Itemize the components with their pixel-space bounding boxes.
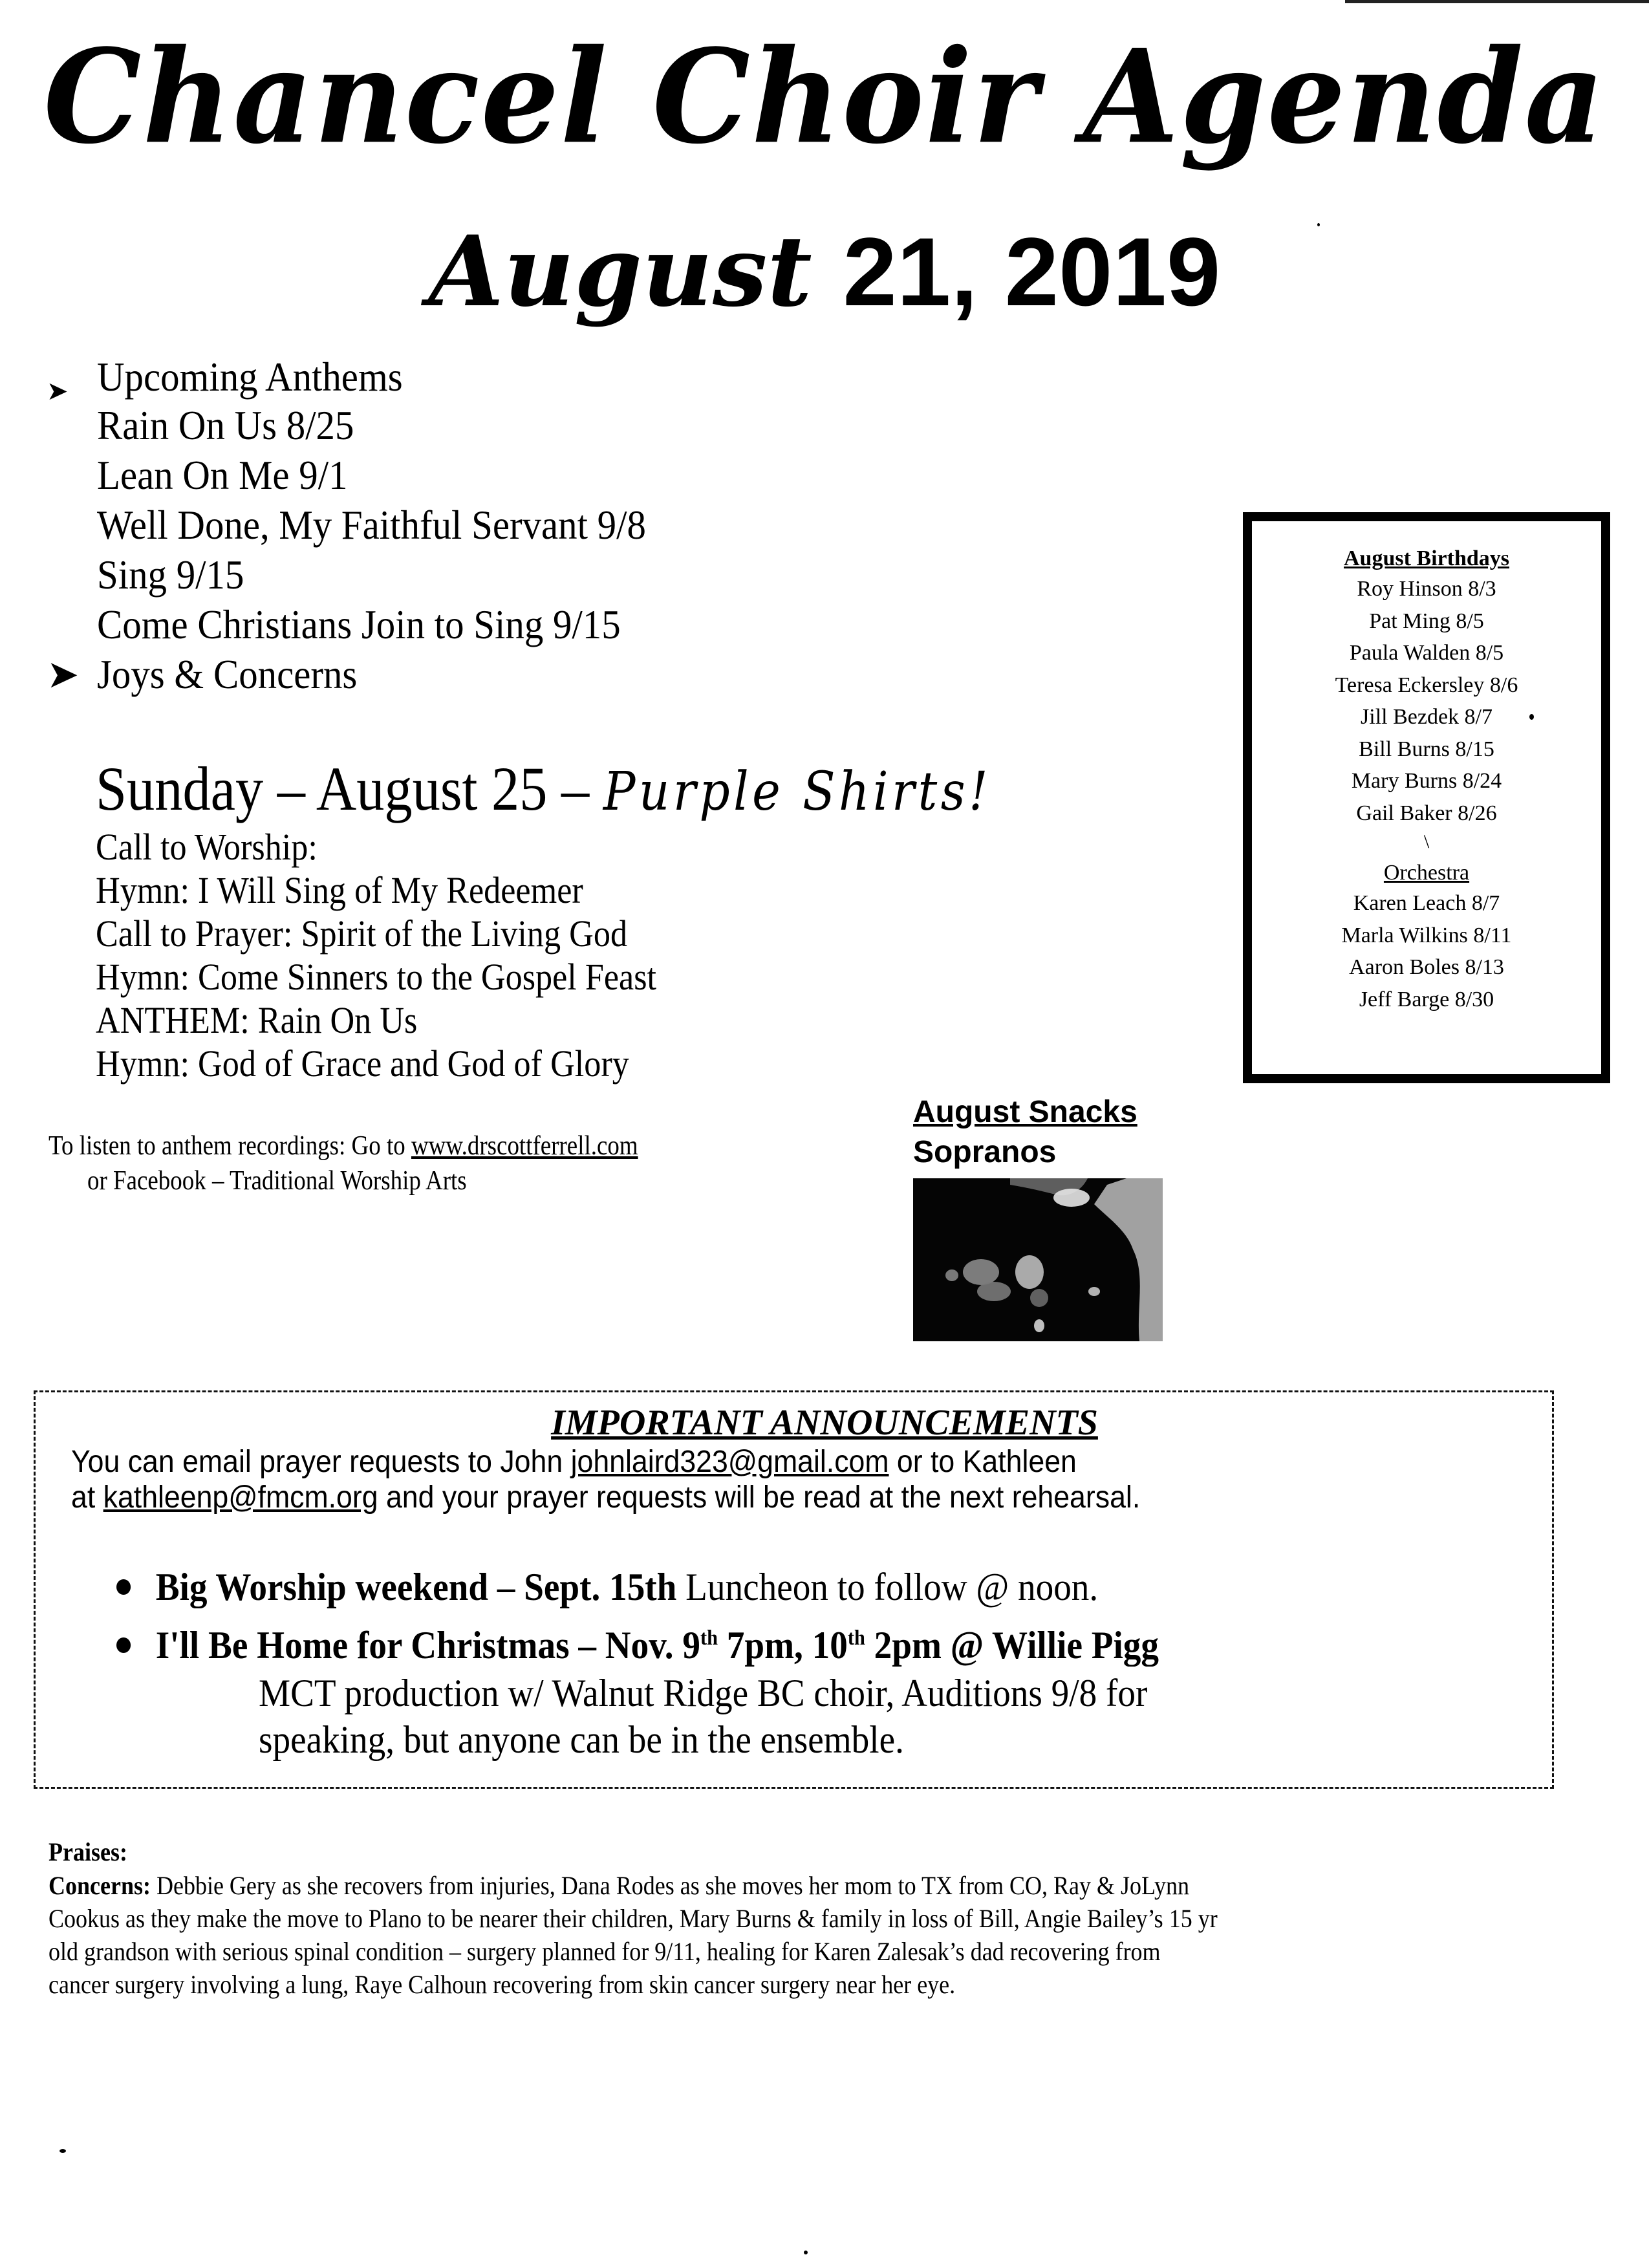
announcement-bold: I'll Be Home for Christmas – Nov. 9 xyxy=(155,1624,700,1667)
birthday-item: Paula Walden 8/5 xyxy=(1349,641,1504,665)
orchestra-birthday-item: Jeff Barge 8/30 xyxy=(1359,987,1494,1011)
prayer-email-line-1 xyxy=(71,1444,1077,1480)
concerns-label: Concerns: xyxy=(48,1871,151,1900)
scan-speck xyxy=(1529,714,1534,720)
snacks-title: August Snacks xyxy=(913,1095,1137,1129)
service-item: Hymn: I Will Sing of My Redeemer xyxy=(96,869,583,911)
birthday-item: Bill Burns 8/15 xyxy=(1359,737,1494,761)
email-link-kathleen[interactable]: kathleenp@fmcm.org xyxy=(103,1480,378,1515)
orchestra-birthday-item: Marla Wilkins 8/11 xyxy=(1341,923,1512,947)
email-link-john[interactable]: johnlaird323@gmail.com xyxy=(570,1445,889,1479)
agenda-date xyxy=(0,207,1649,337)
concerns-line: cancer surgery involving a lung, Raye Calhoun recovering from skin cancer surgery near her eye. xyxy=(48,1970,956,1999)
concerns-line xyxy=(48,1869,1189,1902)
announcement-item xyxy=(116,1564,1098,1610)
dress-code: Purple Shirts! xyxy=(603,761,992,823)
recordings-facebook: or Facebook – Traditional Worship Arts xyxy=(87,1166,467,1196)
scan-speck xyxy=(804,2251,808,2254)
orchestra-birthday-item: Aaron Boles 8/13 xyxy=(1349,955,1504,979)
orchestra-title: Orchestra xyxy=(1383,861,1470,885)
birthday-item: Roy Hinson 8/3 xyxy=(1357,577,1496,601)
service-item: ANTHEM: Rain On Us xyxy=(96,999,418,1041)
birthday-item: Jill Bezdek 8/7 xyxy=(1361,705,1493,729)
anthem-item: Lean On Me 9/1 xyxy=(97,452,348,498)
recordings-prefix: To listen to anthem recordings: Go to xyxy=(48,1131,411,1161)
praises-line xyxy=(48,1835,127,1868)
orchestra-birthday-item: Karen Leach 8/7 xyxy=(1353,891,1500,915)
prayer-text: or to Kathleen xyxy=(889,1445,1077,1479)
anthem-item: Sing 9/15 xyxy=(97,552,244,598)
arrowhead-bullet-icon: ➤ xyxy=(47,376,69,405)
joys-concerns-heading: Joys & Concerns xyxy=(97,651,358,697)
bullet-dot-icon xyxy=(116,1637,131,1653)
birthday-item: Mary Burns 8/24 xyxy=(1351,769,1502,793)
sunday-heading xyxy=(96,750,991,831)
announcement-bold: 2pm @ Willie Pigg xyxy=(865,1624,1159,1667)
snack-photo-icon xyxy=(913,1178,1163,1341)
prayer-text: at xyxy=(71,1480,103,1515)
ordinal-suffix: th xyxy=(847,1626,865,1650)
snacks-group: Sopranos xyxy=(913,1135,1057,1169)
prayer-text: You can email prayer requests to John xyxy=(71,1445,571,1479)
sunday-date: Sunday – August 25 – xyxy=(96,754,603,823)
recordings-line xyxy=(48,1128,638,1164)
bullet-dot-icon xyxy=(116,1579,131,1595)
announcement-text: Luncheon to follow @ noon. xyxy=(676,1566,1099,1608)
concerns-line: old grandson with serious spinal condition – surgery planned for 9/11, healing for Karen Zalesak’s dad recovering from xyxy=(48,1937,1161,1966)
prayer-email-line-2 xyxy=(71,1480,1140,1516)
recordings-link[interactable]: www.drscottferrell.com xyxy=(411,1131,638,1161)
announcement-detail: speaking, but anyone can be in the ensemble. xyxy=(259,1718,904,1761)
announcement-detail: MCT production w/ Walnut Ridge BC choir, Auditions 9/8 for xyxy=(259,1672,1148,1714)
birthday-item: Gail Baker 8/26 xyxy=(1356,801,1497,825)
ordinal-suffix: th xyxy=(700,1626,718,1650)
scan-edge-mark xyxy=(1345,0,1649,3)
arrowhead-bullet-icon: ➤ xyxy=(47,653,80,696)
concerns-line: Cookus as they make the move to Plano to be nearer their children, Mary Burns & family in loss of Bill, Angie Bailey’s 15 yr xyxy=(48,1904,1218,1933)
date-month: August xyxy=(428,215,812,329)
service-item: Hymn: God of Grace and God of Glory xyxy=(96,1042,629,1085)
birthdays-title: August Birthdays xyxy=(1343,546,1509,570)
anthem-item: Come Christians Join to Sing 9/15 xyxy=(97,601,621,647)
concerns-text: Debbie Gery as she recovers from injuries, Dana Rodes as she moves her mom to TX from CO, Ray & JoLynn xyxy=(150,1871,1189,1900)
announcement-bold: 7pm, 10 xyxy=(717,1624,848,1667)
prayer-text: and your prayer requests will be read at the next rehearsal. xyxy=(378,1480,1141,1515)
praises-label: Praises: xyxy=(48,1837,127,1866)
page-title: Chancel Choir Agenda xyxy=(43,21,1606,173)
anthems-heading: Upcoming Anthems xyxy=(97,354,403,400)
scan-speck xyxy=(1317,223,1320,226)
anthem-item: Rain On Us 8/25 xyxy=(97,402,354,448)
scan-speck xyxy=(59,2149,66,2153)
snack-photo-image xyxy=(913,1178,1163,1341)
anthem-item: Well Done, My Faithful Servant 9/8 xyxy=(97,502,646,548)
separator-mark: \ xyxy=(1423,831,1430,852)
birthday-item: Teresa Eckersley 8/6 xyxy=(1335,673,1518,697)
announcement-bold: Big Worship weekend – Sept. 15th xyxy=(155,1566,677,1608)
birthdays-box xyxy=(1243,512,1610,1083)
service-item: Call to Worship: xyxy=(96,826,318,868)
birthday-item: Pat Ming 8/5 xyxy=(1369,609,1484,633)
service-item: Call to Prayer: Spirit of the Living God xyxy=(96,913,628,955)
date-day-year: 21, 2019 xyxy=(843,217,1221,326)
announcement-item xyxy=(116,1622,1159,1669)
announcements-title: IMPORTANT ANNOUNCEMENTS xyxy=(551,1403,1098,1443)
service-item: Hymn: Come Sinners to the Gospel Feast xyxy=(96,956,657,998)
